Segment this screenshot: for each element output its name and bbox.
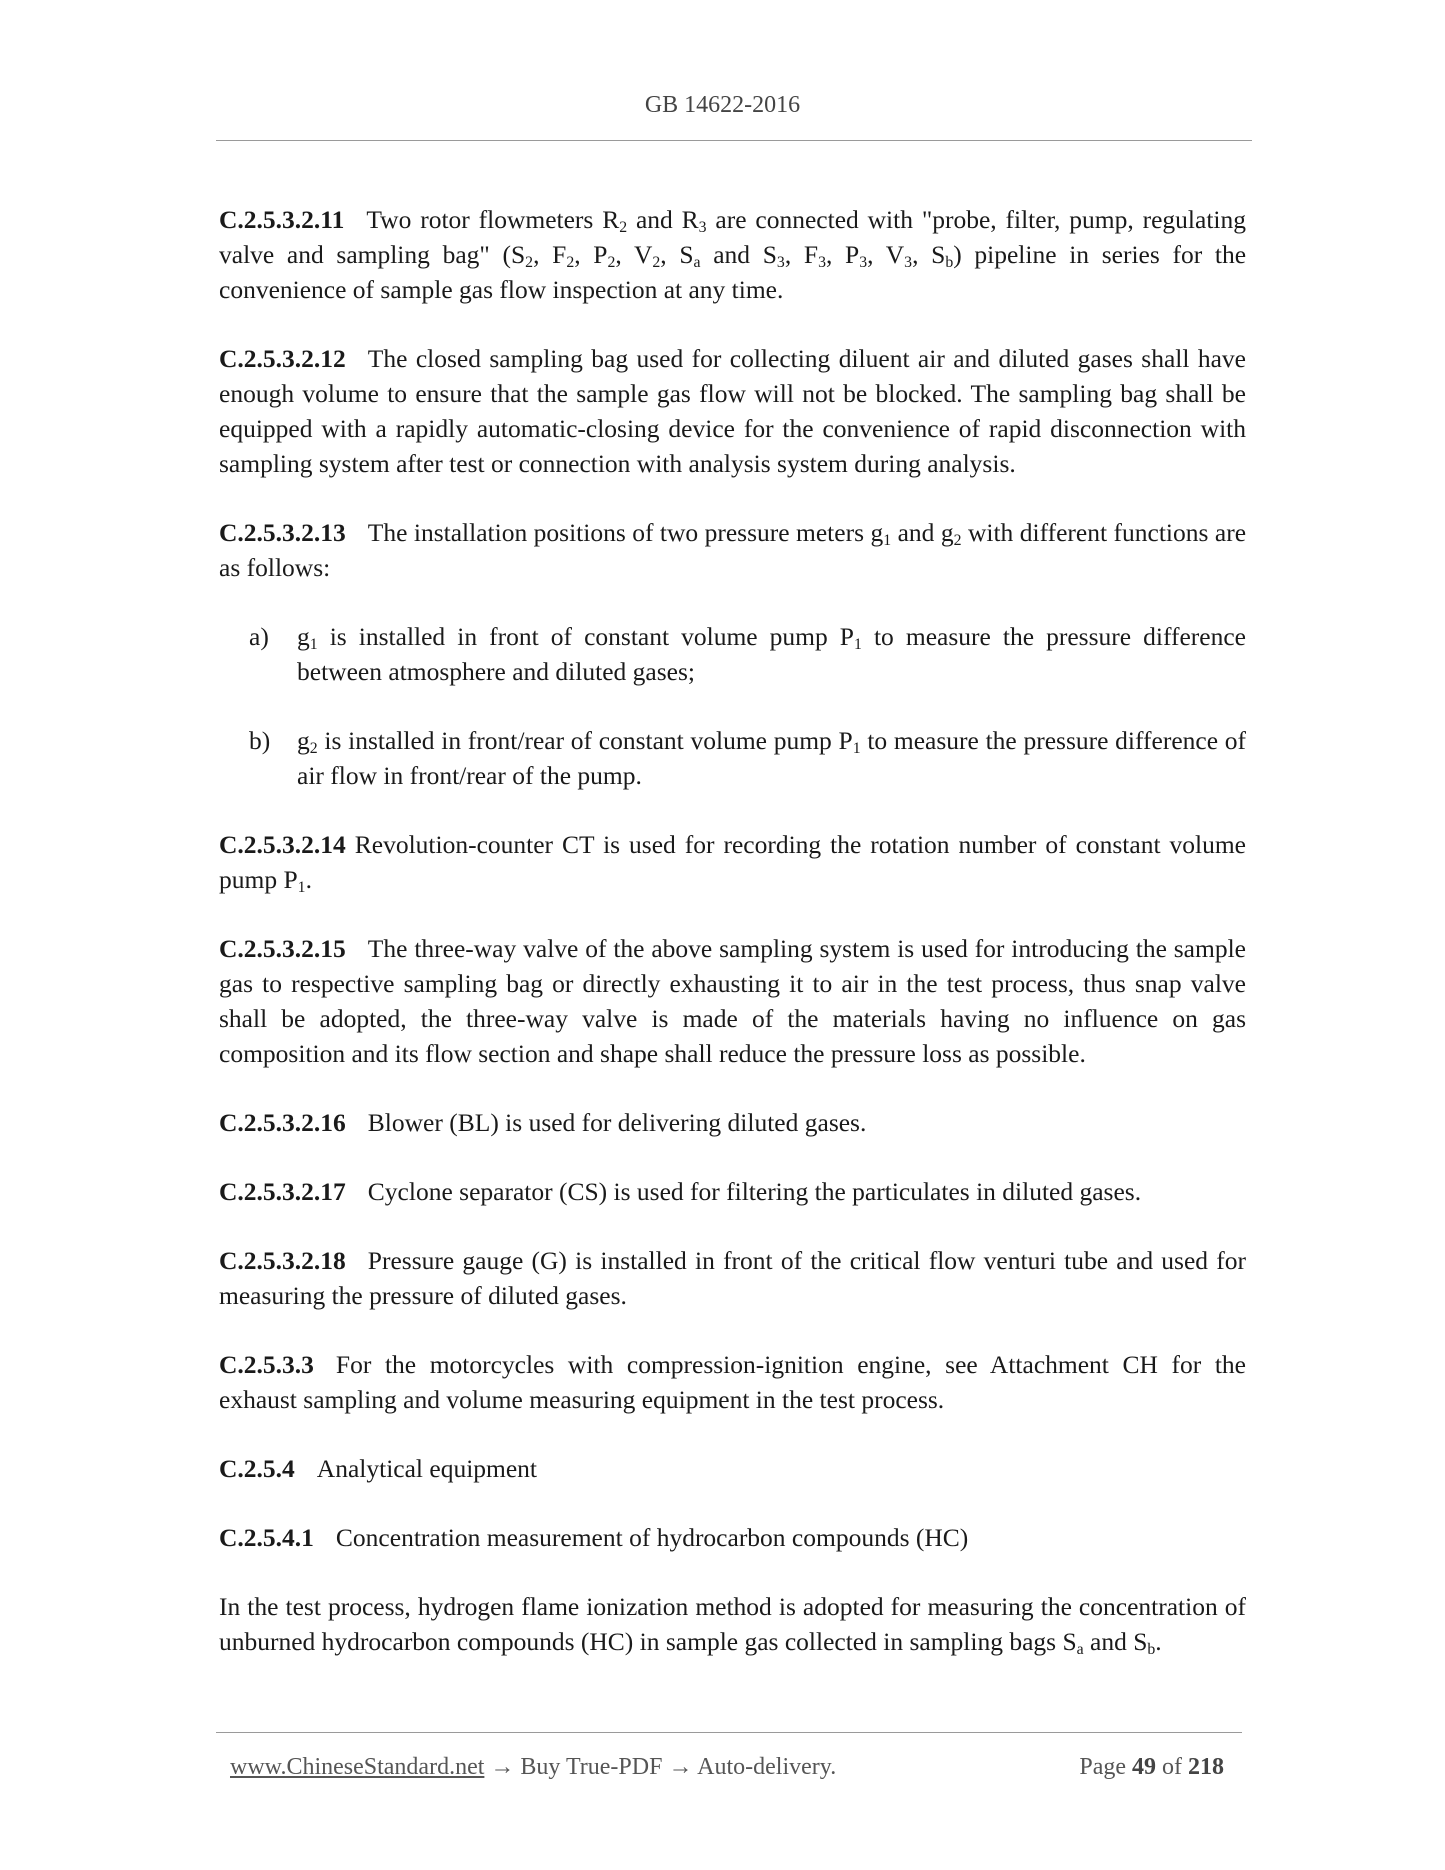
- section-number: C.2.5.3.2.17: [219, 1177, 346, 1206]
- auto-delivery-text: Auto-delivery.: [697, 1754, 837, 1780]
- total-pages: 218: [1188, 1754, 1224, 1780]
- list-item-b: b) $g_2$ is installed in front/rear of constant volume pump $P_1$ to measure the pressure difference of air flow in front/rear of the pump.: [249, 723, 1246, 793]
- section-c25321-14: C.2.5.3.2.14 Revolution-counter CT is used for recording the rotation number of constant volume pump $P_1$.: [219, 830, 1246, 896]
- section-c25321-13: C.2.5.3.2.13 The installation positions of two pressure meters $g_1$ and $g_2$ with different functions are as follows:: [219, 518, 1247, 582]
- page-indicator: Page 49 of 218: [1079, 1754, 1224, 1780]
- buy-pdf-text: Buy True-PDF: [520, 1754, 663, 1780]
- arrow-icon: →: [490, 1754, 515, 1780]
- page-number: 49: [1132, 1754, 1156, 1780]
- section-number: C.2.5.3.2.13: [219, 518, 346, 547]
- section-c2541: C.2.5.4.1 Concentration measurement of hydrocarbon compounds (HC): [219, 1523, 969, 1552]
- document-body: [219, 202, 1246, 1693]
- list-label: b): [249, 726, 271, 755]
- section-number: C.2.5.4.1: [219, 1523, 314, 1552]
- section-number: C.2.5.4: [219, 1454, 295, 1483]
- body-paragraph: In the test process, hydrogen flame ionization method is adopted for measuring the concentration of unburned hydrocarbon compounds (HC) in sample gas collected in sampling bags $S_a$ and $S_b$.: [219, 1592, 1246, 1658]
- section-c2533: C.2.5.3.3 For the motorcycles with compression-ignition engine, see Attachment CH for the exhaust sampling and volume measuring equipment in the test process.: [219, 1350, 1246, 1414]
- section-c25321l: C.2.5.3.2.11 Two rotor flowmeters $R_2$ and $R_3$ are connected with "probe, filter, pump, regulating valve and sampling bag" ($S_2$, $F_2$, $P_2$, $V_2$, $S_a$ and $S_3$, $F_3$, $P_3$, $V_3$, $S_b$) pipeline in series for the convenience of sample gas flow inspection at any time.: [219, 205, 1247, 304]
- section-c25321-16: C.2.5.3.2.16 Blower (BL) is used for delivering diluted gases.: [219, 1108, 867, 1137]
- arrow-icon: →: [668, 1754, 693, 1780]
- section-number: C.2.5.3.2.11: [219, 205, 345, 234]
- section-number: C.2.5.3.3: [219, 1350, 314, 1379]
- document-header: GB 14622-2016: [644, 92, 801, 118]
- section-c25321-12: C.2.5.3.2.12 The closed sampling bag used for collecting diluent air and diluted gases shall have enough volume to ensure that the sample gas flow will not be blocked. The sampling bag shall be equipped with a rapidly automatic-closing device for the convenience of rapid disconnection with sampling system after test or connection with analysis system during analysis.: [219, 344, 1246, 478]
- section-c25321-18: C.2.5.3.2.18 Pressure gauge (G) is installed in front of the critical flow venturi tube and used for measuring the pressure of diluted gases.: [219, 1246, 1246, 1310]
- section-number: C.2.5.3.2.12: [219, 344, 346, 373]
- section-c254: C.2.5.4 Analytical equipment: [219, 1454, 538, 1483]
- header-divider: [216, 140, 1252, 141]
- section-number: C.2.5.3.2.15: [219, 934, 346, 963]
- section-number: C.2.5.3.2.16: [219, 1108, 346, 1137]
- list-label: a): [249, 622, 269, 651]
- site-link[interactable]: www.ChineseStandard.net: [230, 1754, 485, 1780]
- section-c25321-17: C.2.5.3.2.17 Cyclone separator (CS) is used for filtering the particulates in diluted gases.: [219, 1177, 1142, 1206]
- section-number: C.2.5.3.2.14: [219, 830, 346, 859]
- footer-divider: [216, 1732, 1242, 1733]
- list-item-a: a) $g_1$ is installed in front of constant volume pump $P_1$ to measure the pressure difference between atmosphere and diluted gases;: [249, 619, 1246, 689]
- section-number: C.2.5.3.2.18: [219, 1246, 346, 1275]
- section-c25321-15: C.2.5.3.2.15 The three-way valve of the above sampling system is used for introducing the sample gas to respective sampling bag or directly exhausting it to air in the test process, thus snap valve shall be adopted, the three-way valve is made of the materials having no influence on gas composition and its flow section and shape shall reduce the pressure loss as possible.: [219, 934, 1246, 1068]
